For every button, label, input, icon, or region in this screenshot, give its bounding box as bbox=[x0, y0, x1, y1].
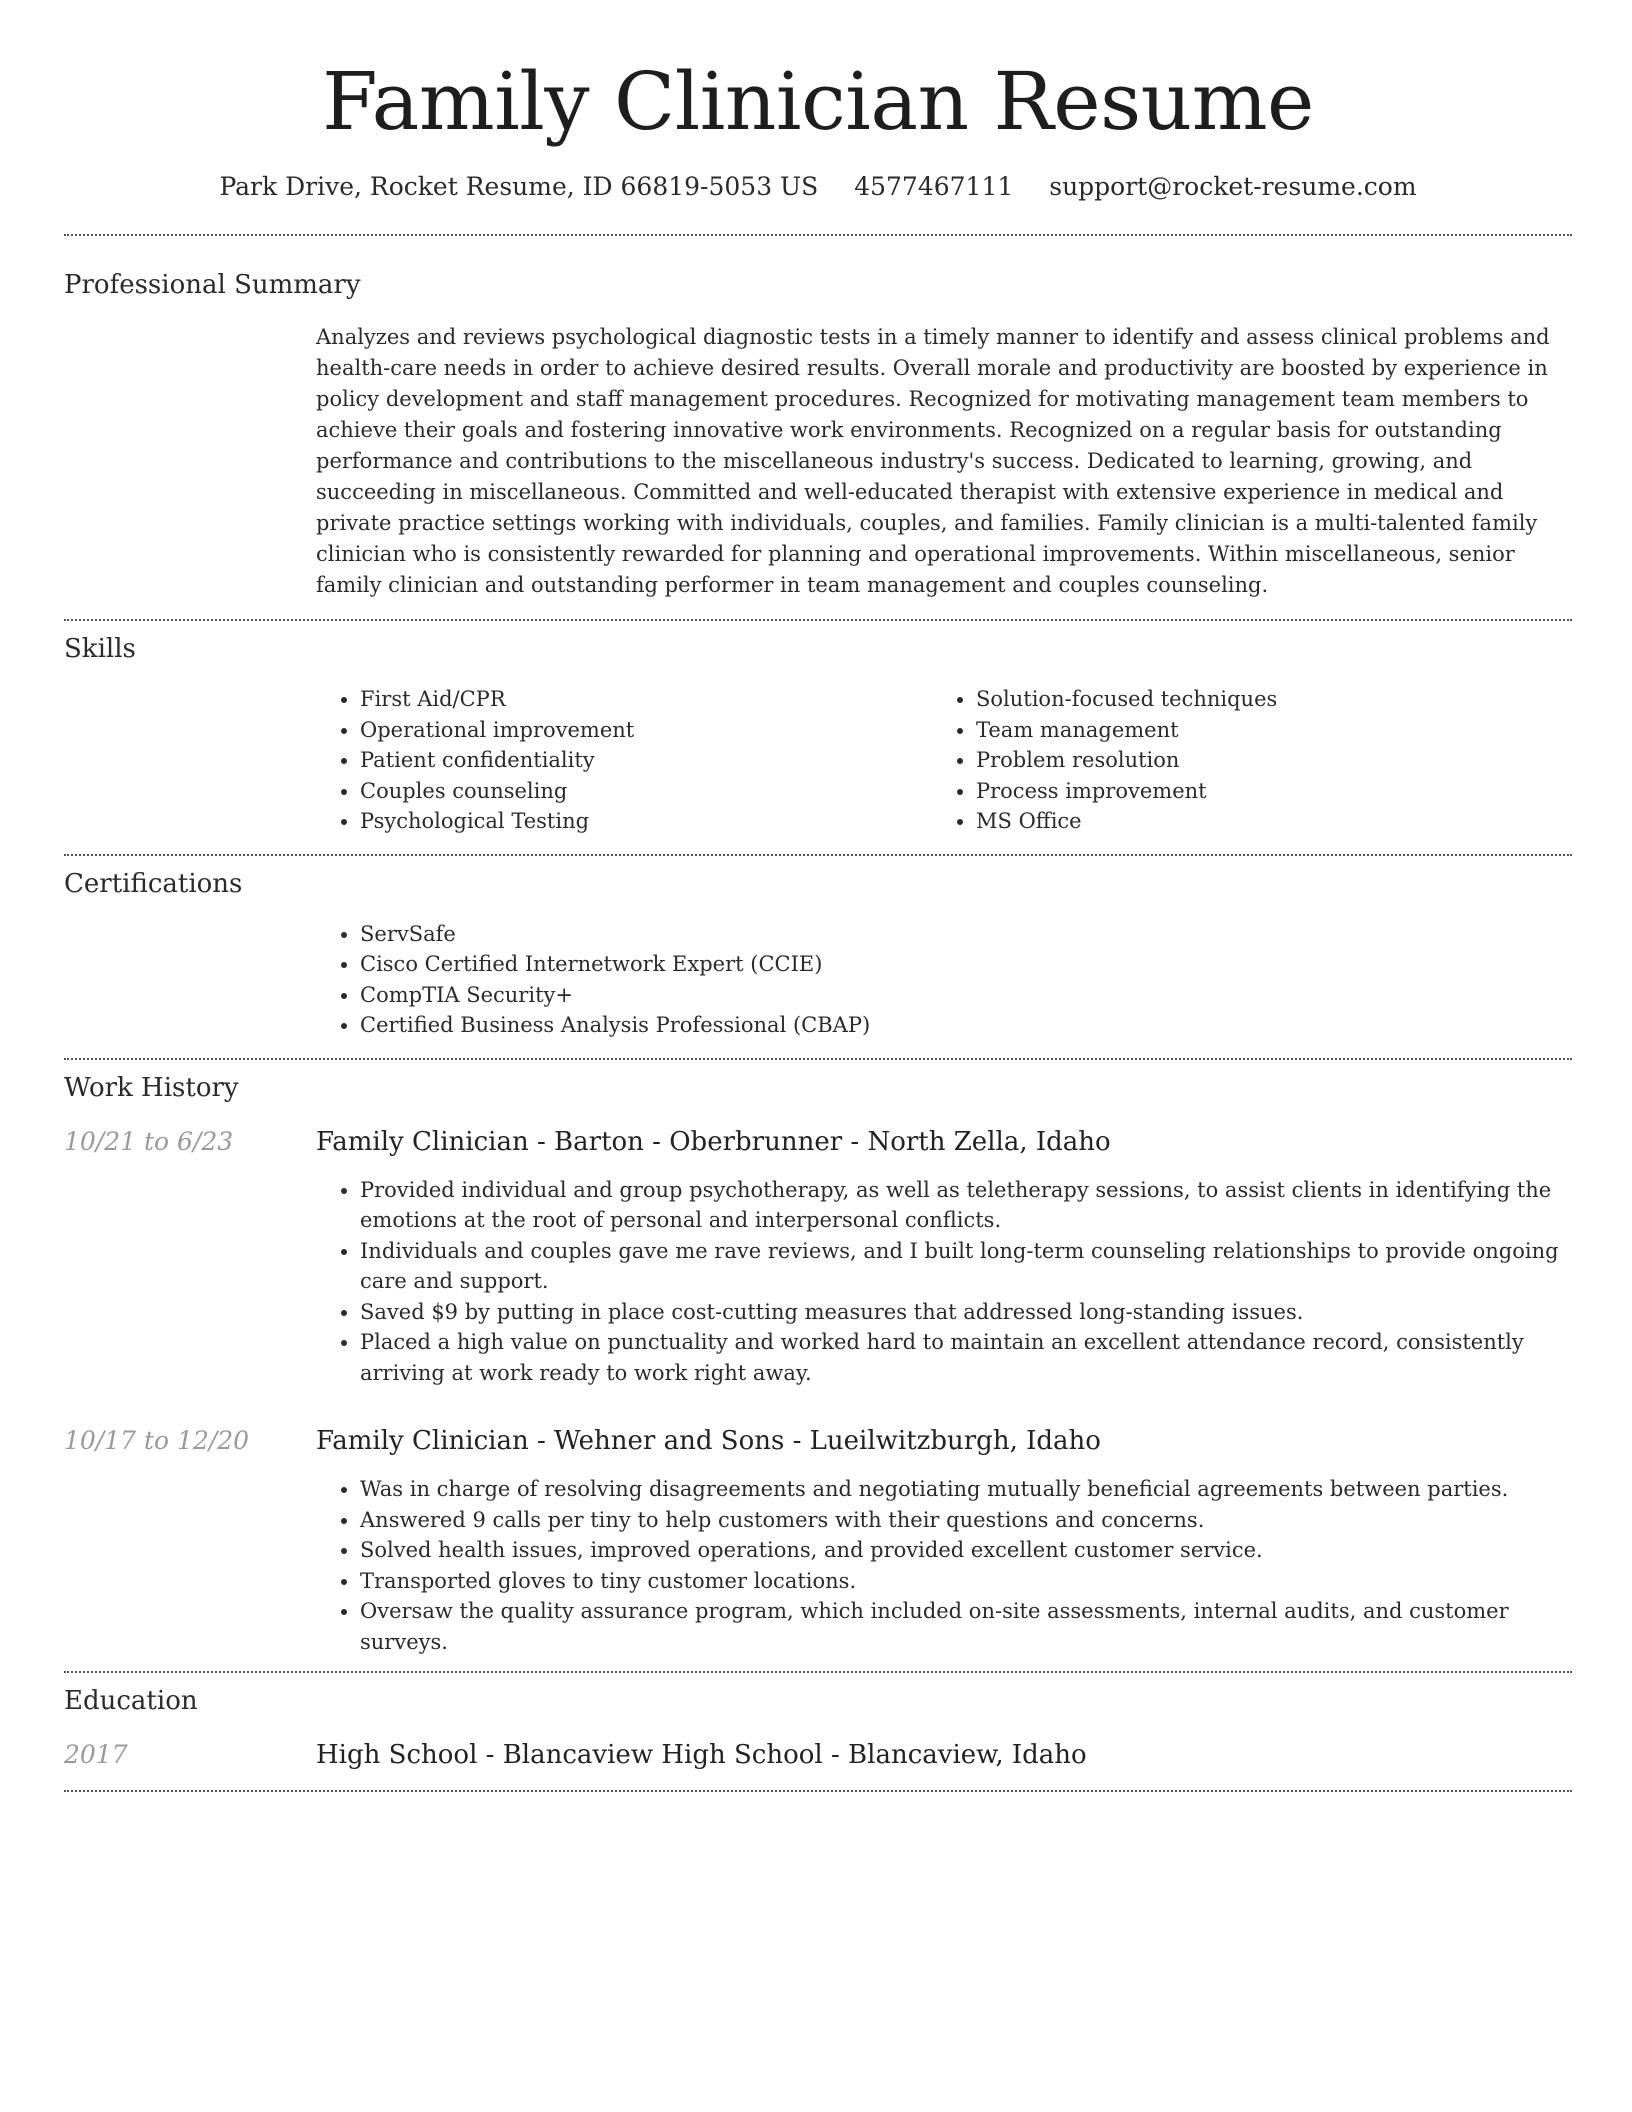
job-bullet: • Saved $9 by putting in place cost-cutting measures that addressed long-standing issues. bbox=[360, 1297, 1572, 1328]
divider bbox=[64, 1790, 1572, 1792]
contact-line bbox=[64, 170, 1572, 204]
job-bullet: • Provided individual and group psychotherapy, as well as teletherapy sessions, to assist clients in identifying the emotions at the root of personal and interpersonal conflicts. bbox=[360, 1175, 1572, 1236]
contact-address: Park Drive, Rocket Resume, ID 66819-5053 US bbox=[219, 172, 819, 201]
contact-email: support@rocket-resume.com bbox=[1049, 172, 1417, 201]
job-bullet: • Placed a high value on punctuality and worked hard to maintain an excellent attendance record, consistently arriving at work ready to work right away. bbox=[360, 1327, 1572, 1388]
job-title: Family Clinician - Barton - Oberbrunner - North Zella, Idaho bbox=[316, 1126, 1111, 1157]
certifications-list bbox=[316, 919, 1572, 1041]
certifications-section bbox=[64, 856, 1572, 1058]
job-bullet: • Was in charge of resolving disagreements and negotiating mutually beneficial agreements between parties. bbox=[360, 1474, 1572, 1505]
summary-heading: Professional Summary bbox=[64, 270, 361, 300]
job-bullet: • Individuals and couples gave me rave reviews, and I built long-term counseling relationships to provide ongoing care and support. bbox=[360, 1236, 1572, 1297]
job-bullets bbox=[316, 1474, 1572, 1657]
skill-item: • Couples counseling bbox=[360, 776, 932, 807]
certification-item: • Certified Business Analysis Professional (CBAP) bbox=[360, 1010, 1572, 1041]
education-title: High School - Blancaview High School - Blancaview, Idaho bbox=[316, 1740, 1087, 1770]
education-date: 2017 bbox=[64, 1740, 128, 1769]
job-date: 10/17 to 12/20 bbox=[64, 1426, 250, 1455]
skill-item: • MS Office bbox=[976, 806, 1548, 837]
work-history-heading: Work History bbox=[64, 1072, 239, 1103]
job-bullet: • Solved health issues, improved operations, and provided excellent customer service. bbox=[360, 1535, 1572, 1566]
education-section bbox=[64, 1673, 1572, 1790]
skill-item: • Psychological Testing bbox=[360, 806, 932, 837]
skill-item: • Operational improvement bbox=[360, 715, 932, 746]
education-heading: Education bbox=[64, 1686, 198, 1716]
work-history-section bbox=[64, 1060, 1572, 1672]
job-bullet: • Answered 9 calls per tiny to help customers with their questions and concerns. bbox=[360, 1505, 1572, 1536]
job-title: Family Clinician - Wehner and Sons - Lueilwitzburgh, Idaho bbox=[316, 1426, 1101, 1456]
certification-item: • Cisco Certified Internetwork Expert (CCIE) bbox=[360, 949, 1572, 980]
skill-item: • Problem resolution bbox=[976, 745, 1548, 776]
skill-item: • Patient confidentiality bbox=[360, 745, 932, 776]
resume-page bbox=[64, 0, 1572, 1792]
job-bullet: • Oversaw the quality assurance program, which included on-site assessments, internal audits, and customer surveys. bbox=[360, 1596, 1572, 1657]
skills-section bbox=[64, 621, 1572, 854]
job-date: 10/21 to 6/23 bbox=[64, 1126, 234, 1156]
job-entry bbox=[64, 1426, 1572, 1657]
certification-item: • CompTIA Security+ bbox=[360, 980, 1572, 1011]
certifications-heading: Certifications bbox=[64, 868, 243, 899]
contact-phone: 4577467111 bbox=[854, 172, 1014, 201]
summary-text: Analyzes and reviews psychological diagnostic tests in a timely manner to identify and assess clinical problems and health-care needs in order to achieve desired results. Overall morale and productivity are boosted by experience in policy development and staff management procedures. Recognized for motivating management team members to achieve their goals and fostering innovative work environments. Recognized on a regular basis for outstanding performance and contributions to the miscellaneous industry's success. Dedicated to learning, growing, and succeeding in miscellaneous. Committed and well-educated therapist with extensive experience in medical and private practice settings working with individuals, couples, and families. Family clinician is a multi-talented family clinician who is consistently rewarded for planning and operational improvements. Within miscellaneous, senior family clinician and outstanding performer in team management and couples counseling. bbox=[316, 325, 1550, 597]
skills-heading: Skills bbox=[64, 634, 136, 664]
summary-section bbox=[64, 236, 1572, 619]
skill-item: • First Aid/CPR bbox=[360, 684, 932, 715]
certification-item: • ServSafe bbox=[360, 919, 1572, 950]
skill-item: • Team management bbox=[976, 715, 1548, 746]
resume-title: Family Clinician Resume bbox=[322, 55, 1314, 148]
skill-item: • Process improvement bbox=[976, 776, 1548, 807]
skills-list-left bbox=[316, 684, 932, 837]
job-bullets bbox=[316, 1175, 1572, 1389]
job-bullet: • Transported gloves to tiny customer locations. bbox=[360, 1566, 1572, 1597]
skill-item: • Solution-focused techniques bbox=[976, 684, 1548, 715]
skills-list-right bbox=[932, 684, 1548, 837]
job-entry bbox=[64, 1127, 1572, 1389]
